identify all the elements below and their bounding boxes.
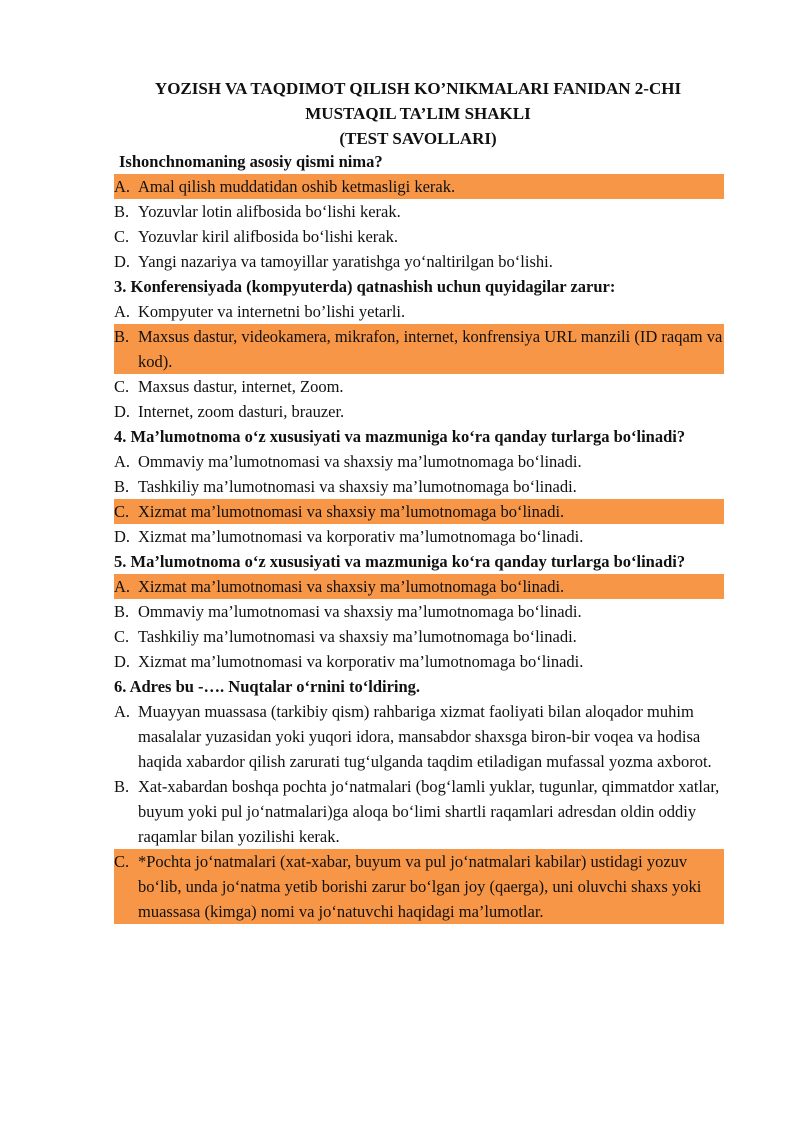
answer-option (114, 224, 724, 249)
answer-option (114, 649, 724, 674)
option-letter: B. (114, 777, 130, 796)
option-text: Maxsus dastur, videokamera, mikrafon, internet, konfrensiya URL manzili (ID raqam va kod). (138, 327, 723, 371)
option-letter: C. (114, 852, 130, 871)
question-text: Ishonchnomaning asosiy qismi nima? (119, 152, 383, 171)
answer-option (114, 299, 724, 324)
option-letter: B. (114, 477, 130, 496)
answer-option-correct (114, 324, 724, 374)
answer-option (114, 524, 724, 549)
title-line-3: (TEST SAVOLLARI) (339, 129, 497, 148)
option-letter: B. (114, 327, 130, 346)
answer-option-correct (114, 174, 724, 199)
option-letter: C. (114, 227, 130, 246)
option-letter: C. (114, 627, 130, 646)
question-text: 3. Konferensiyada (kompyuterda) qatnashish uchun quyidagilar zarur: (114, 277, 616, 296)
option-text: Tashkiliy ma’lumotnomasi va shaxsiy ma’lumotnomaga bo‘linadi. (138, 477, 577, 496)
option-text: *Pochta jo‘natmalari (xat-xabar, buyum va pul jo‘natmalari kabilar) ustidagi yozuv bo‘lib, unda jo‘natma yetib borishi zarur bo‘lgan joy (qaerga), uni oluvchi shaxs yoki muassasa (kimga) nomi va jo‘natuvchi haqidagi ma’lumotlar. (138, 852, 702, 921)
option-text: Maxsus dastur, internet, Zoom. (138, 377, 344, 396)
option-letter: D. (114, 402, 131, 421)
title-line-2: MUSTAQIL TA’LIM SHAKLI (305, 104, 531, 123)
answer-option (114, 699, 724, 774)
answer-option (114, 774, 724, 849)
option-text: Amal qilish muddatidan oshib ketmasligi kerak. (138, 177, 456, 196)
option-letter: A. (114, 452, 131, 471)
option-text: Kompyuter va internetni bo’lishi yetarli. (138, 302, 406, 321)
option-text: Internet, zoom dasturi, brauzer. (138, 402, 345, 421)
option-text: Yozuvlar kiril alifbosida bo‘lishi kerak. (138, 227, 398, 246)
option-text: Ommaviy ma’lumotnomasi va shaxsiy ma’lumotnomaga bo‘linadi. (138, 452, 582, 471)
option-text: Xizmat ma’lumotnomasi va korporativ ma’lumotnomaga bo‘linadi. (138, 527, 584, 546)
test-questions (114, 149, 724, 924)
option-text: Muayyan muassasa (tarkibiy qism) rahbariga xizmat faoliyati bilan aloqador muhim masalalar yuzasidan yoki yuqori idora, mansabdor shaxsga biron-bir voqea va hodisa haqida xabardor qilish zarurati tug‘ulganda taqdim etiladigan mufassal yozma axborot. (138, 702, 712, 771)
option-letter: D. (114, 252, 131, 271)
option-text: Xizmat ma’lumotnomasi va korporativ ma’lumotnomaga bo‘linadi. (138, 652, 584, 671)
answer-option (114, 624, 724, 649)
option-letter: A. (114, 702, 131, 721)
answer-option (114, 449, 724, 474)
option-text: Xizmat ma’lumotnomasi va shaxsiy ma’lumotnomaga bo‘linadi. (138, 502, 565, 521)
option-letter: A. (114, 302, 131, 321)
answer-option (114, 199, 724, 224)
option-letter: B. (114, 602, 130, 621)
option-text: Tashkiliy ma’lumotnomasi va shaxsiy ma’lumotnomaga bo‘linadi. (138, 627, 577, 646)
answer-option (114, 399, 724, 424)
answer-option-correct (114, 574, 724, 599)
answer-option (114, 474, 724, 499)
answer-option (114, 599, 724, 624)
question-text: 5. Ma’lumotnoma o‘z xususiyati va mazmuniga ko‘ra qanday turlarga bo‘linadi? (114, 552, 686, 571)
option-text: Xat-xabardan boshqa pochta jo‘natmalari (bog‘lamli yuklar, tugunlar, qimmatdor xatlar, buyum yoki pul jo‘natmalari)ga aloqa bo‘limi shartli raqamlari adresdan oldin oddiy raqamlar bilan yozilishi kerak. (138, 777, 720, 846)
answer-option-correct (114, 499, 724, 524)
answer-option (114, 374, 724, 399)
option-letter: B. (114, 202, 130, 221)
option-letter: D. (114, 652, 131, 671)
option-text: Yozuvlar lotin alifbosida bo‘lishi kerak. (138, 202, 401, 221)
option-letter: C. (114, 377, 130, 396)
option-text: Xizmat ma’lumotnomasi va shaxsiy ma’lumotnomaga bo‘linadi. (138, 577, 565, 596)
question-text: 6. Adres bu -…. Nuqtalar o‘rnini to‘ldiring. (114, 677, 421, 696)
option-text: Yangi nazariya va tamoyillar yaratishga yo‘naltirilgan bo‘lishi. (138, 252, 553, 271)
option-letter: A. (114, 177, 131, 196)
option-text: Ommaviy ma’lumotnomasi va shaxsiy ma’lumotnomaga bo‘linadi. (138, 602, 582, 621)
question-text: 4. Ma’lumotnoma o‘z xususiyati va mazmuniga ko‘ra qanday turlarga bo‘linadi? (114, 427, 686, 446)
option-letter: A. (114, 577, 131, 596)
title-line-1: YOZISH VA TAQDIMOT QILISH KO’NIKMALARI FANIDAN 2-CHI (154, 79, 682, 98)
document-title (100, 76, 736, 151)
answer-option (114, 249, 724, 274)
answer-option-correct (114, 849, 724, 924)
option-letter: D. (114, 527, 131, 546)
option-letter: C. (114, 502, 130, 521)
